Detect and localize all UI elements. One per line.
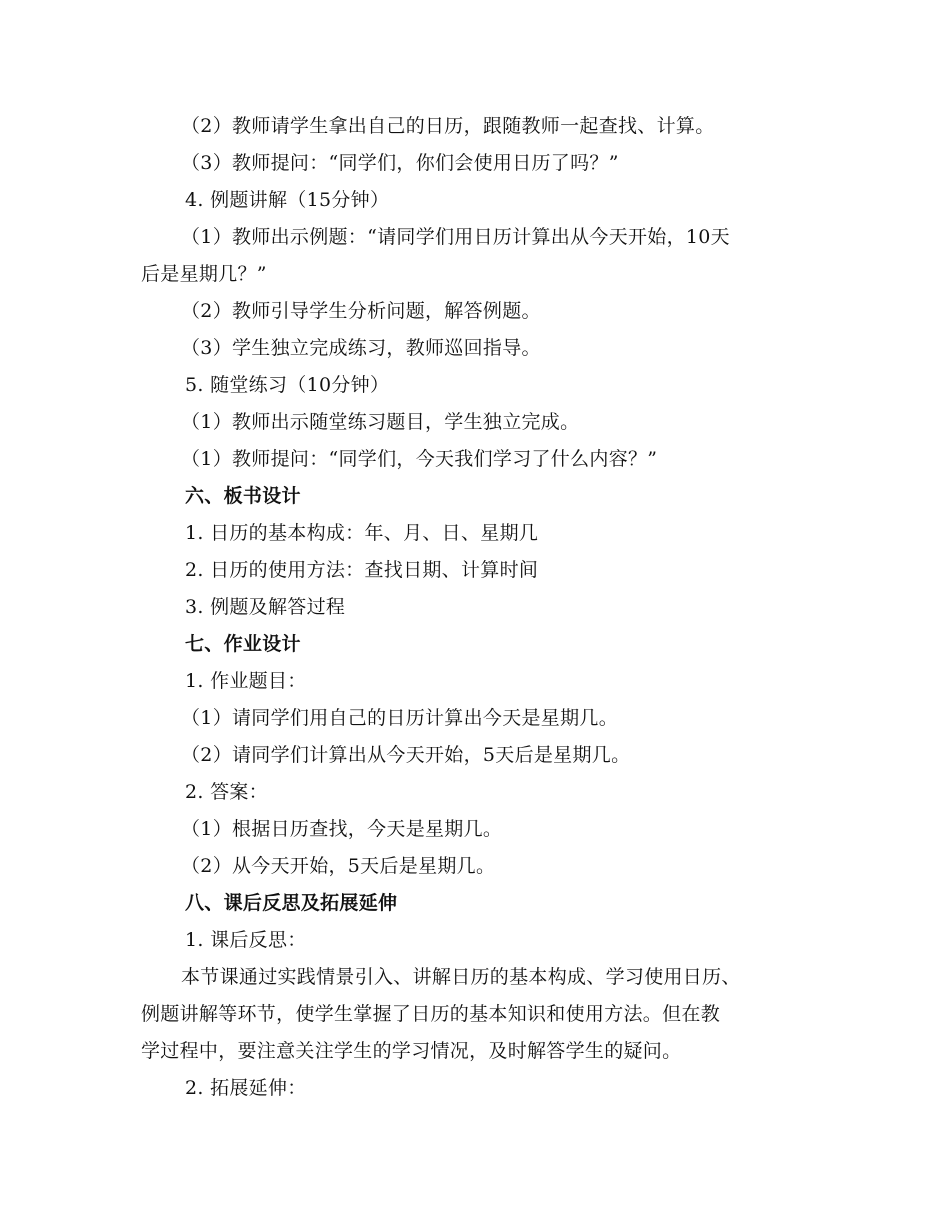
text-line: 1. 课后反思： [185,929,307,951]
text-line: （3）教师提问：“同学们，你们会使用日历了吗？” [181,152,619,174]
text-line: 2. 日历的使用方法：查找日期、计算时间 [185,559,539,581]
text-line: （2）从今天开始，5天后是星期几。 [181,855,496,877]
text-line: 本节课通过实践情景引入、讲解日历的基本构成、学习使用日历、 [181,966,741,988]
text-line: 4. 例题讲解（15分钟） [185,189,390,211]
text-line: （1）根据日历查找，今天是星期几。 [181,818,503,840]
text-line: （2）教师请学生拿出自己的日历，跟随教师一起查找、计算。 [181,115,715,137]
text-line: 例题讲解等环节，使学生掌握了日历的基本知识和使用方法。但在教 [141,1003,721,1025]
section-heading: 七、作业设计 [185,633,301,655]
text-line: 1. 日历的基本构成：年、月、日、星期几 [185,522,539,544]
text-line: （1）教师出示随堂练习题目，学生独立完成。 [181,411,580,433]
text-line: 2. 答案： [185,781,268,803]
text-line: 后是星期几？” [141,263,267,285]
text-line: 学过程中，要注意关注学生的学习情况，及时解答学生的疑问。 [141,1040,682,1062]
text-line: （2）教师引导学生分析问题，解答例题。 [181,300,541,322]
section-heading: 八、课后反思及拓展延伸 [185,892,398,914]
text-line: 1. 作业题目： [185,670,307,692]
text-line: （2）请同学们计算出从今天开始，5天后是星期几。 [181,744,631,766]
text-line: （1）教师提问：“同学们，今天我们学习了什么内容？” [181,448,658,470]
text-line: 5. 随堂练习（10分钟） [185,374,390,396]
section-heading: 六、板书设计 [185,485,301,507]
text-line: 2. 拓展延伸： [185,1077,307,1099]
text-line: 3. 例题及解答过程 [185,596,346,618]
text-line: （1）请同学们用自己的日历计算出今天是星期几。 [181,707,618,729]
text-line: （1）教师出示例题：“请同学们用日历计算出从今天开始，10天 [181,226,730,248]
text-line: （3）学生独立完成练习，教师巡回指导。 [181,337,541,359]
